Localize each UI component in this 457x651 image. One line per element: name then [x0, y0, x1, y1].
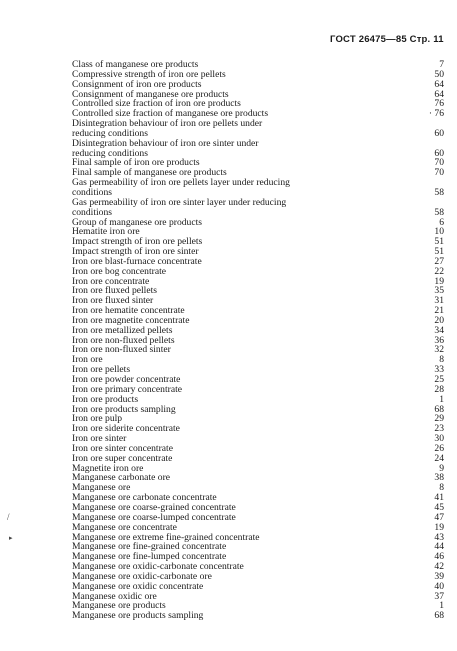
index-entry-page: 40 [434, 580, 444, 592]
index-entry-text: conditions [72, 206, 112, 218]
index-entry [72, 198, 444, 208]
index-entry-text: Consignment of manganese ore products [72, 88, 229, 100]
index-entry-text: Iron ore products sampling [72, 403, 176, 415]
margin-mark: / [7, 512, 10, 522]
index-entry-page: 1 [439, 393, 444, 405]
index-entry-page: 6 [439, 216, 444, 228]
index-entry-text: Manganese ore fine-lumped concentrate [72, 551, 227, 563]
index-entry-page: 58 [434, 206, 444, 218]
index-entry-page: 27 [434, 255, 444, 267]
index-entry-text: Manganese ore [72, 482, 131, 494]
index-entry-text: Final sample of iron ore products [72, 157, 200, 169]
index-entry-page: 37 [434, 590, 444, 602]
index-entry-text: Iron ore non-fluxed sinter [72, 344, 171, 356]
index-entry-page: 10 [434, 226, 444, 238]
index-entry-text: Manganese oxidic ore [72, 590, 157, 602]
index-entry-text: Manganese ore extreme fine-grained concentrate [72, 531, 260, 543]
index-entry-text: Manganese ore oxidic concentrate [72, 580, 204, 592]
index-entry-text: Manganese ore carbonate concentrate [72, 492, 217, 504]
index-entry-page: 35 [434, 285, 444, 297]
index-entry-text: Manganese ore coarse-grained concentrate [72, 501, 236, 513]
index-list [72, 60, 444, 621]
index-entry-text: conditions [72, 186, 112, 198]
index-entry-text: Final sample of manganese ore products [72, 167, 227, 179]
index-entry-page: 60 [434, 147, 444, 159]
index-entry-page: 41 [434, 492, 444, 504]
index-entry-text: Iron ore pulp [72, 413, 123, 425]
index-entry-text: Manganese ore oxidic-carbonate ore [72, 570, 212, 582]
index-entry-page: 51 [434, 236, 444, 248]
index-entry-page: 70 [434, 157, 444, 169]
index-entry-text: Iron ore magnetite concentrate [72, 314, 190, 326]
index-entry-text: Impact strength of iron ore sinter [72, 246, 199, 258]
index-entry-text: Iron ore concentrate [72, 275, 150, 287]
index-entry-text: Iron ore pellets [72, 364, 131, 376]
index-entry-text: Manganese ore products [72, 600, 166, 612]
index-entry-text: Iron ore [72, 354, 103, 366]
index-entry-text: Controlled size fraction of iron ore products [72, 98, 241, 110]
index-entry-text: Iron ore hematite concentrate [72, 305, 185, 317]
index-entry-page: 31 [434, 295, 444, 307]
index-entry-page: 38 [434, 472, 444, 484]
index-entry-page: 28 [434, 383, 444, 395]
index-entry-text: reducing conditions [72, 127, 148, 139]
index-entry-text: Iron ore super concentrate [72, 452, 173, 464]
index-entry-text: reducing conditions [72, 147, 148, 159]
index-entry-page: 7 [439, 59, 444, 70]
index-entry-page: 29 [434, 413, 444, 425]
index-entry-text: Manganese ore coarse-lumped concentrate [72, 511, 236, 523]
index-entry-page: 44 [434, 541, 444, 553]
index-entry-page: 21 [434, 305, 444, 317]
index-entry-page: 43 [434, 531, 444, 543]
index-entry [72, 178, 444, 188]
index-entry [72, 611, 444, 621]
index-entry-text: Gas permeability of iron ore sinter layer under reducing [72, 196, 287, 208]
index-entry-page: 64 [434, 78, 444, 90]
index-entry-page: 70 [434, 167, 444, 179]
index-entry-page: 8 [439, 354, 444, 366]
index-entry-text: Iron ore blast-furnace concentrate [72, 255, 202, 267]
index-entry-text: Iron ore fluxed sinter [72, 295, 154, 307]
index-entry-page: 58 [434, 186, 444, 198]
index-entry-text: Iron ore sinter concentrate [72, 442, 173, 454]
index-entry-page: 64 [434, 88, 444, 100]
index-entry-text: Iron ore bog concentrate [72, 265, 167, 277]
index-entry-text: Compressive strength of iron ore pellets [72, 68, 226, 80]
index-entry-text: Manganese ore fine-grained concentrate [72, 541, 227, 553]
margin-mark: ▸ [9, 534, 13, 542]
index-entry-text: Iron ore primary concentrate [72, 383, 183, 395]
index-entry-page: 24 [434, 452, 444, 464]
index-entry-page: 23 [434, 423, 444, 435]
index-entry-page: 19 [434, 521, 444, 533]
index-entry-page: 25 [434, 374, 444, 385]
index-entry-text: Iron ore siderite concentrate [72, 423, 180, 435]
index-entry-page: 68 [434, 610, 444, 622]
index-entry-page: 47 [434, 511, 444, 523]
index-entry-page: 45 [434, 501, 444, 513]
index-entry-text: Controlled size fraction of manganese ore products [72, 108, 269, 120]
index-entry-page: 60 [434, 127, 444, 139]
index-entry-text: Iron ore products [72, 393, 139, 405]
index-entry-text: Iron ore fluxed pellets [72, 285, 157, 297]
index-entry-text: Consignment of iron ore products [72, 78, 202, 90]
index-entry-text: Disintegration behaviour of iron ore sinter under [72, 137, 259, 149]
index-entry-page: 30 [434, 433, 444, 445]
index-entry [72, 345, 444, 355]
index-entry-page: 42 [434, 561, 444, 573]
index-entry-text: Manganese ore oxidic-carbonate concentrate [72, 561, 244, 573]
index-entry-page: 8 [439, 482, 444, 494]
index-entry-page: 26 [434, 442, 444, 454]
index-entry-page: 1 [439, 600, 444, 612]
index-entry [72, 424, 444, 434]
index-entry-text: Hematite iron ore [72, 226, 140, 238]
index-entry-page: 34 [434, 324, 444, 336]
index-entry [72, 405, 444, 415]
index-entry-text: Iron ore metallized pellets [72, 324, 173, 336]
index-entry-text: Iron ore powder concentrate [72, 374, 181, 385]
index-entry-page: · 76 [428, 108, 444, 120]
index-entry-page: 33 [434, 364, 444, 376]
index-entry-text: Iron ore non-fluxed pellets [72, 334, 175, 346]
index-entry-text: Manganese ore concentrate [72, 521, 177, 533]
index-entry-page: 9 [439, 462, 444, 474]
index-entry-page: 22 [434, 265, 444, 277]
index-entry-text: Class of manganese ore products [72, 59, 199, 70]
index-entry-page: 46 [434, 551, 444, 563]
index-entry-page: 51 [434, 246, 444, 258]
index-entry-page: 68 [434, 403, 444, 415]
page-header: ГОСТ 26475—85 Стр. 11 [330, 34, 444, 45]
index-entry-text: Impact strength of iron ore pellets [72, 236, 203, 248]
index-entry-text: Manganese carbonate ore [72, 472, 171, 484]
index-entry-text: Magnetite iron ore [72, 462, 144, 474]
index-entry-page: 32 [434, 344, 444, 356]
index-entry-page: 36 [434, 334, 444, 346]
index-entry-page: 50 [434, 68, 444, 80]
index-entry-text: Gas permeability of iron ore pellets layer under reducing [72, 177, 290, 189]
index-entry-text: Iron ore sinter [72, 433, 127, 445]
index-entry-page: 20 [434, 314, 444, 326]
index-entry-text: Manganese ore products sampling [72, 610, 204, 622]
index-entry-page: 39 [434, 570, 444, 582]
index-entry-page: 76 [434, 98, 444, 110]
index-entry-page: 19 [434, 275, 444, 287]
index-entry-text: Group of manganese ore products [72, 216, 203, 228]
index-entry-text: Disintegration behaviour of iron ore pellets under [72, 118, 263, 130]
